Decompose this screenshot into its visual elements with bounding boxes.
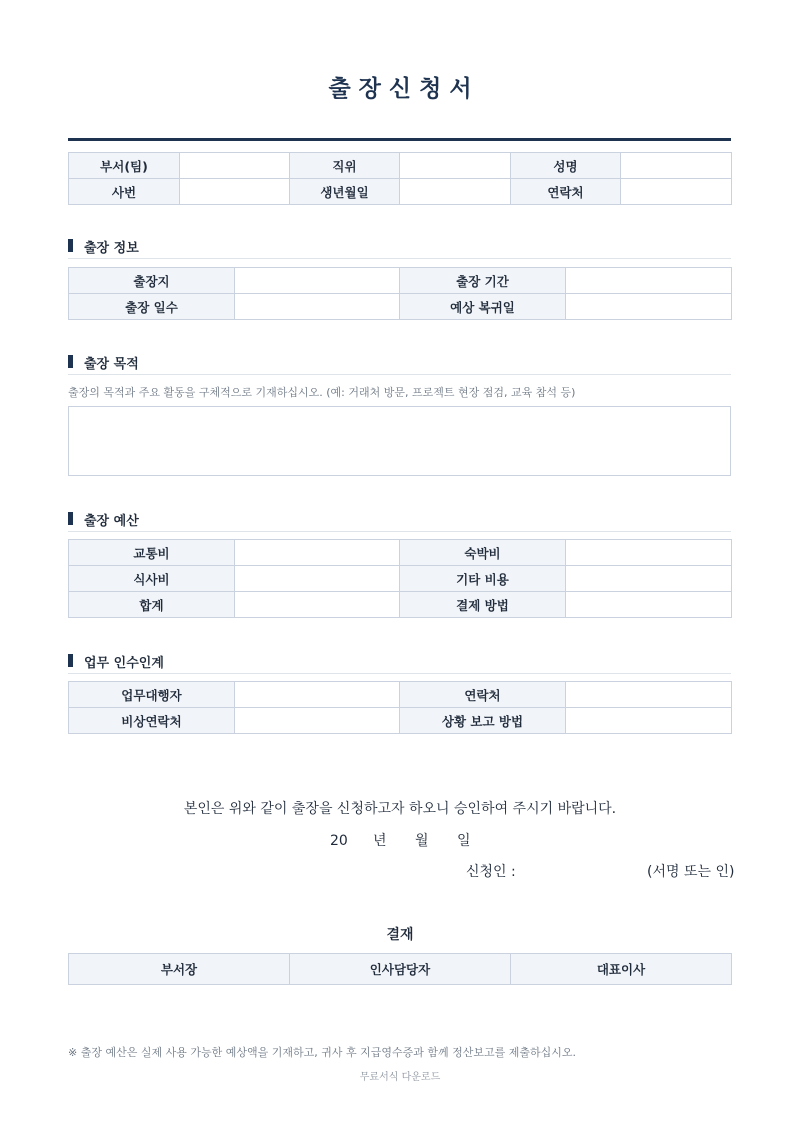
destination-field[interactable]: [235, 268, 400, 294]
transport-label: 교통비: [69, 540, 235, 566]
proxy-field[interactable]: [235, 682, 400, 708]
purpose-heading: 출장 목적: [84, 357, 139, 372]
return-label: 예상 복귀일: [400, 294, 566, 320]
period-field[interactable]: [566, 268, 732, 294]
handover-section-header: [68, 650, 731, 674]
emergency-field[interactable]: [235, 708, 400, 734]
day-unit: 일: [457, 833, 471, 849]
budget-table: [68, 539, 732, 618]
days-label: 출장 일수: [69, 294, 235, 320]
trip-info-section-header: [68, 235, 731, 259]
destination-label: 출장지: [69, 268, 235, 294]
handover-heading: 업무 인수인계: [84, 656, 164, 671]
return-field[interactable]: [566, 294, 732, 320]
title-divider: [68, 138, 731, 141]
position-label: 직위: [290, 153, 400, 179]
approval-heading: 결재: [386, 927, 414, 943]
birth-label: 생년월일: [290, 179, 400, 205]
name-label: 성명: [511, 153, 621, 179]
section-marker: [68, 512, 73, 525]
approval-ceo: 대표이사: [511, 954, 732, 985]
applicant-info-table: [68, 152, 732, 205]
total-label: 합계: [69, 592, 235, 618]
emp-no-label: 사번: [69, 179, 180, 205]
days-field[interactable]: [235, 294, 400, 320]
lodging-field[interactable]: [566, 540, 732, 566]
lodging-label: 숙박비: [400, 540, 566, 566]
footnote: ※ 출장 예산은 실제 사용 가능한 예상액을 기재하고, 귀사 후 지급영수증과 함께 정산보고를 제출하십시오.: [68, 1046, 576, 1059]
dept-label: 부서(팀): [69, 153, 180, 179]
contact-label: 연락처: [511, 179, 621, 205]
handover-table: [68, 681, 732, 734]
budget-heading: 출장 예산: [84, 514, 139, 529]
trip-info-table: [68, 267, 732, 320]
approval-hr-manager: 인사담당자: [290, 954, 511, 985]
month-unit: 월: [415, 833, 429, 849]
proxy-contact-field[interactable]: [566, 682, 732, 708]
year-prefix: 20: [330, 833, 348, 849]
birth-field[interactable]: [400, 179, 511, 205]
proxy-contact-label: 연락처: [400, 682, 566, 708]
payment-label: 결제 방법: [400, 592, 566, 618]
transport-field[interactable]: [235, 540, 400, 566]
applicant-label: 신청인 :: [466, 864, 516, 880]
position-field[interactable]: [400, 153, 511, 179]
purpose-hint: 출장의 목적과 주요 활동을 구체적으로 기재하십시오. (예: 거래처 방문, 프로젝트 현장 점검, 교육 참석 등): [68, 386, 576, 399]
period-label: 출장 기간: [400, 268, 566, 294]
purpose-section-header: [68, 351, 731, 375]
total-field[interactable]: [235, 592, 400, 618]
document-title: 출 장 신 청 서: [328, 76, 472, 102]
approval-dept-head: 부서장: [69, 954, 290, 985]
footer-text: 무료서식 다운로드: [359, 1072, 441, 1083]
report-method-label: 상황 보고 방법: [400, 708, 566, 734]
date-line: [330, 830, 471, 850]
year-unit: 년: [373, 833, 387, 849]
section-marker: [68, 239, 73, 252]
report-method-field[interactable]: [566, 708, 732, 734]
other-cost-label: 기타 비용: [400, 566, 566, 592]
other-cost-field[interactable]: [566, 566, 732, 592]
section-marker: [68, 654, 73, 667]
name-field[interactable]: [621, 153, 732, 179]
contact-field[interactable]: [621, 179, 732, 205]
declaration-text: 본인은 위와 같이 출장을 신청하고자 하오니 승인하여 주시기 바랍니다.: [183, 801, 617, 817]
emergency-label: 비상연락처: [69, 708, 235, 734]
section-marker: [68, 355, 73, 368]
meals-label: 식사비: [69, 566, 235, 592]
signature-note: (서명 또는 인): [647, 864, 735, 880]
meals-field[interactable]: [235, 566, 400, 592]
dept-field[interactable]: [180, 153, 290, 179]
trip-info-heading: 출장 정보: [84, 241, 139, 256]
proxy-label: 업무대행자: [69, 682, 235, 708]
budget-section-header: [68, 508, 731, 532]
payment-field[interactable]: [566, 592, 732, 618]
approval-table: [68, 953, 732, 985]
emp-no-field[interactable]: [180, 179, 290, 205]
purpose-textarea[interactable]: [68, 406, 731, 476]
